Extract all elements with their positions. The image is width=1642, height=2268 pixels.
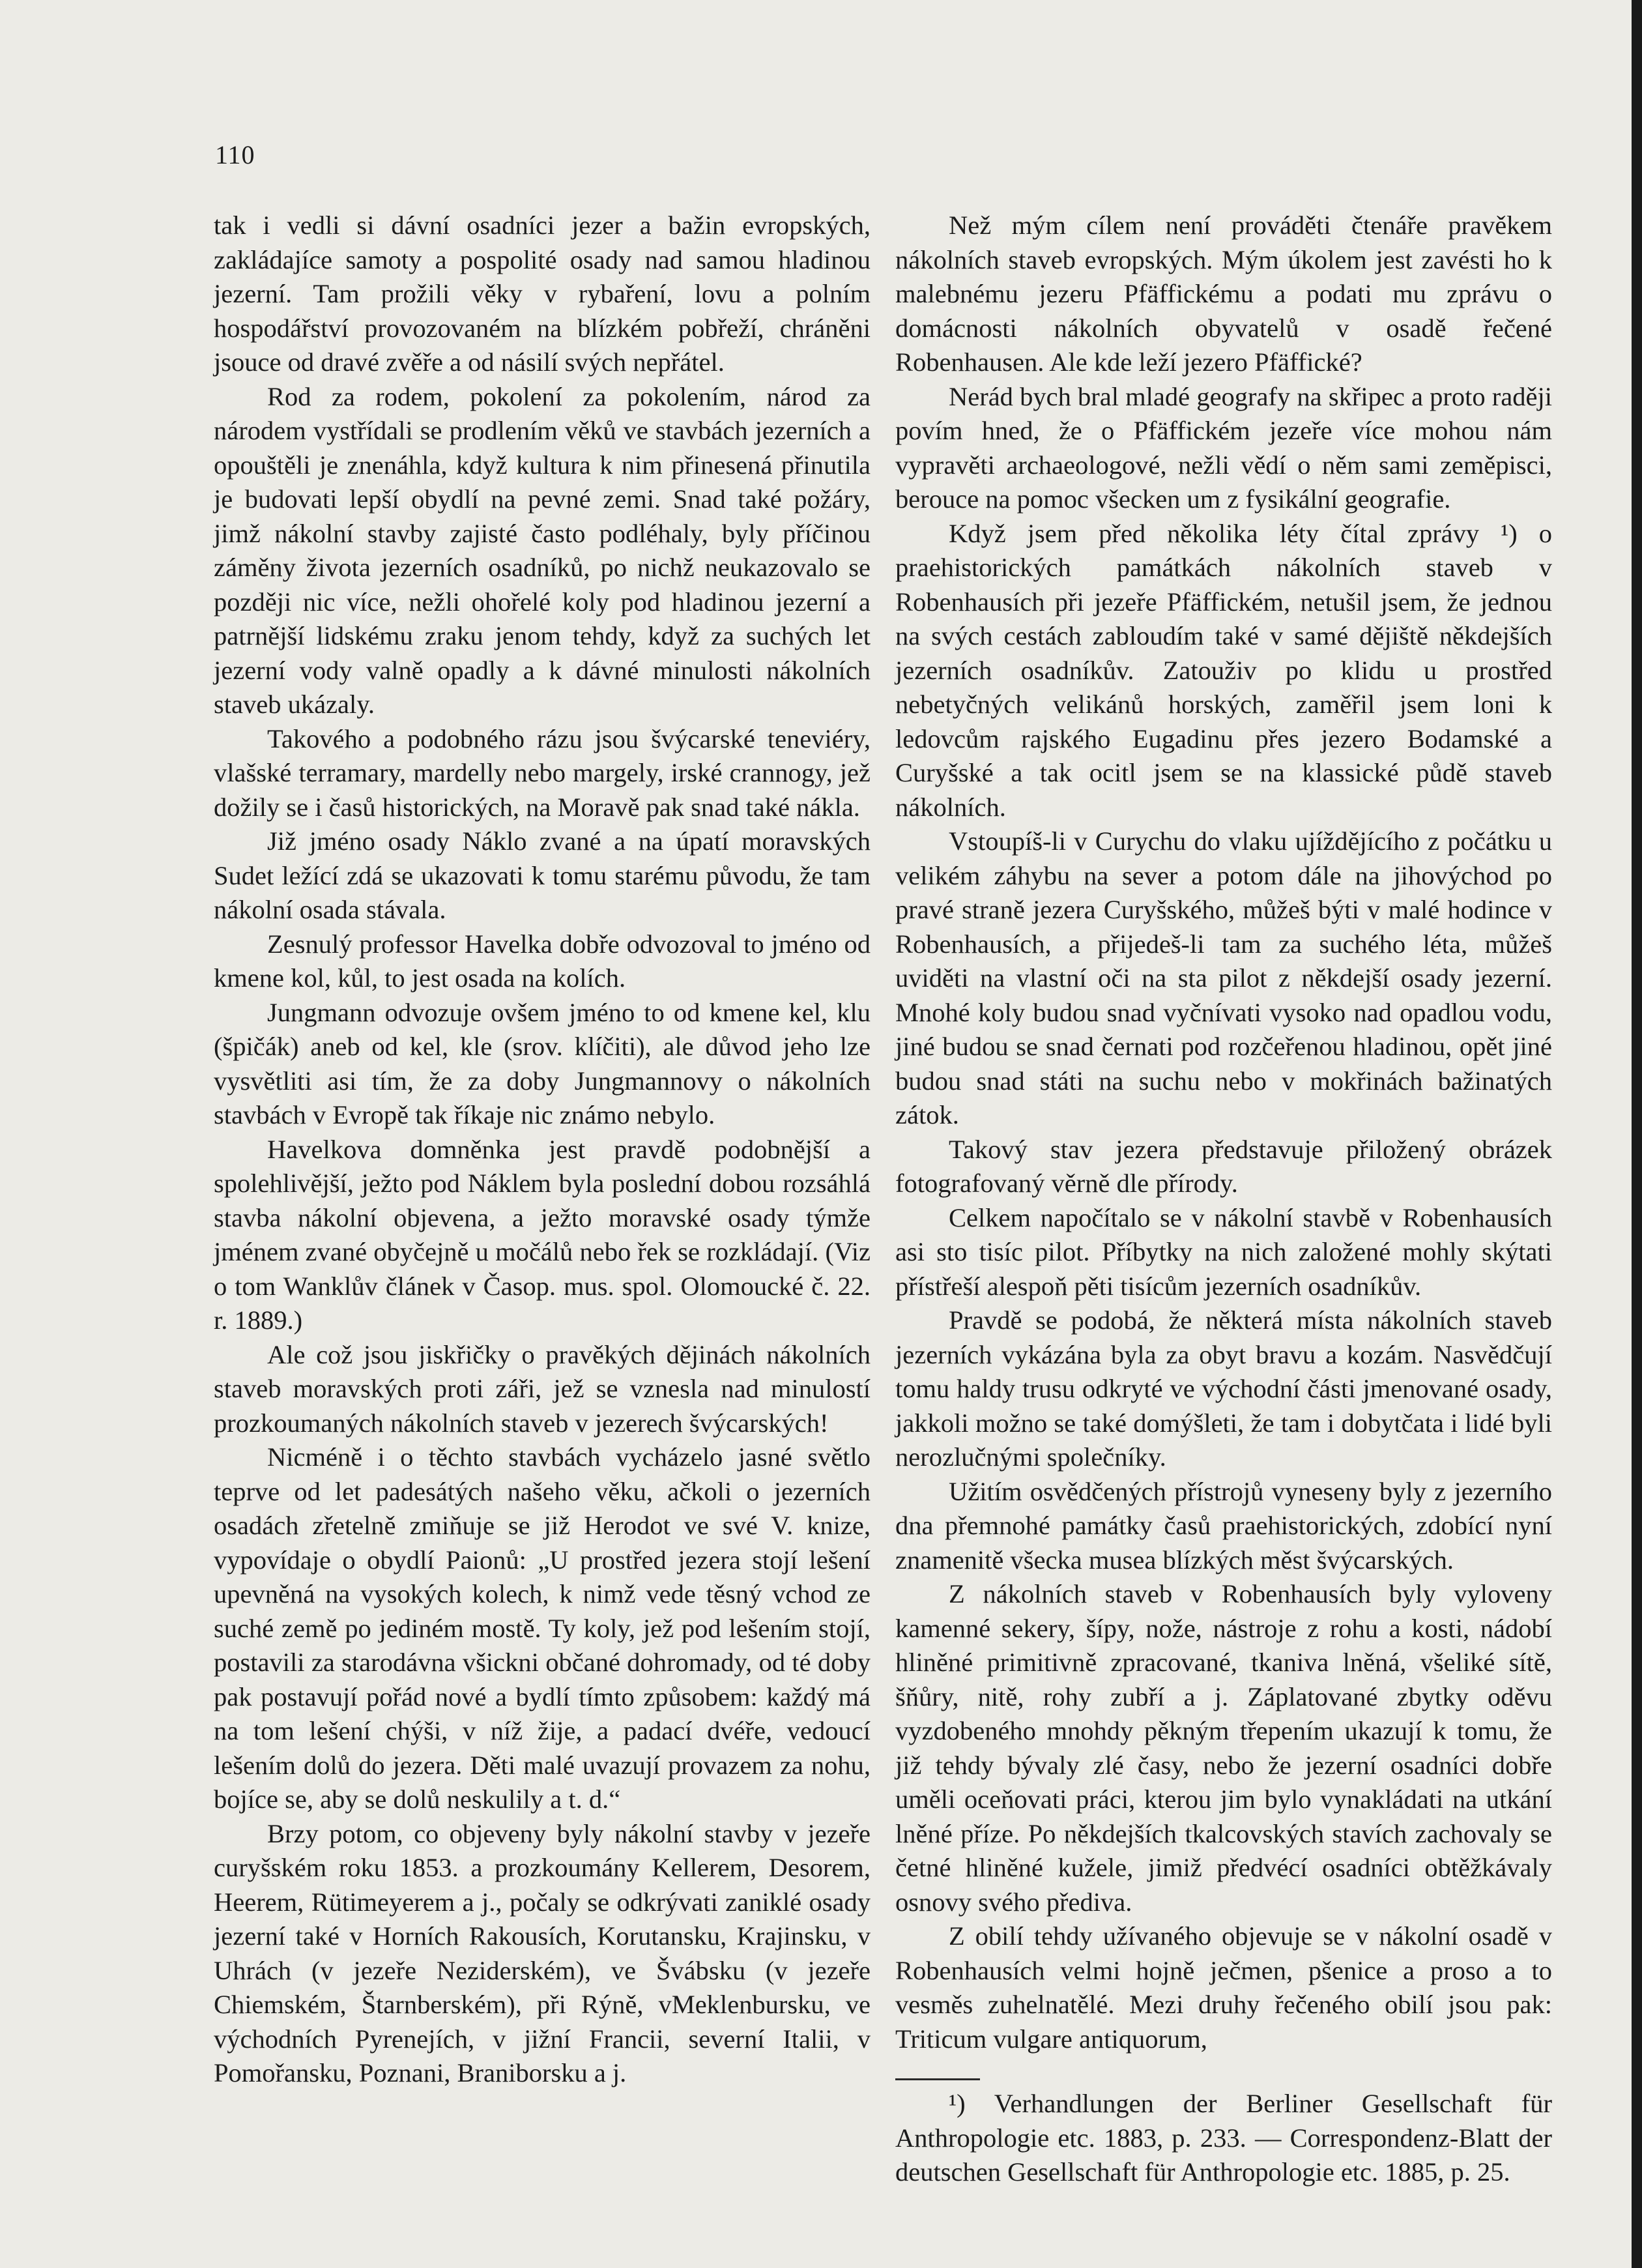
footnote-divider — [895, 2078, 980, 2080]
paragraph: Jungmann odvozuje ovšem jméno to od kmene kel, klu (špičák) aneb od kel, kle (srov. klíčiti), ale důvod jeho lze vysvětliti asi tím, že za doby Jungmannovy o nákolních stavbách v Evropě tak říkaje nic známo nebylo. — [214, 997, 871, 1129]
paragraph: Zesnulý professor Havelka dobře odvozoval to jméno od kmene kol, kůl, to jest osada na kolích. — [214, 929, 871, 993]
paragraph: Užitím osvědčených přístrojů vyneseny byly z jezerního dna přemnohé památky časů praehistorických, zdobící nyní znamenitě všecka musea blízkých měst švýcarských. — [895, 1476, 1552, 1575]
paragraph: Nicméně i o těchto stavbách vycházelo jasné světlo teprve od let padesátých našeho věku, ačkoli o jezerních osadách zřetelně zmiňuje se již Herodot ve své V. knize, vypovídaje o obydlí Paionů: „U prostřed jezera stojí lešení upevněná na vysokých kolech, k nimž vede těsný vchod ze suché země po jediném mostě. Ty koly, jež pod lešením stojí, postavili za starodávna všickni občané dohromady, od té doby pak postavují pořád nové a bydlí tímto způsobem: každý má na tom lešení chýši, v níž žije, a padací dvéře, vedoucí lešením dolů do jezera. Děti malé uvazují provazem za nohu, bojíce se, aby se dolů neskulily a t. d.“ — [214, 1442, 871, 1814]
right-column — [895, 209, 1552, 2190]
paragraph: Havelkova domněnka jest pravdě podobnější a spolehlivější, ježto pod Náklem byla poslední dobou rozsáhlá stavba nákolní objevena, a ježto moravské osady týmže jménem zvané obyčejně u močálů nebo řek se rozkládají. (Viz o tom Wanklův článek v Časop. mus. spol. Olomoucké č. 22. r. 1889.) — [214, 1134, 871, 1335]
paragraph: Vstoupíš-li v Curychu do vlaku ujíždějícího z počátku u velikém záhybu na sever a potom dále na jihovýchod po pravé straně jezera Curyšského, můžeš býti v malé hodince v Robenhausích, a přijedeš-li tam za suchého léta, můžeš uviděti na vlastní oči na sta pilot z někdejší osady jezerní. Mnohé koly budou snad vyčnívati vysoko nad opadlou vodu, jiné budou se snad černati pod rozčeřenou hladinou, opět jiné budou snad státi na suchu nebo v mokřinách bažinatých zátok. — [895, 826, 1552, 1129]
footnote-marker: ¹) — [949, 2089, 966, 2118]
footnote-text: Verhandlungen der Berliner Gesellschaft für Anthropologie etc. 1883, p. 233. — Correspondenz-Blatt der deutschen Gesellschaft für Anthropologie etc. 1885, p. 25. — [895, 2089, 1552, 2187]
paragraph: Z nákolních staveb v Robenhausích byly vyloveny kamenné sekery, šípy, nože, nástroje z rohu a kosti, nádobí hliněné primitivně zpracované, tkaniva lněná, všeliké sítě, šňůry, nitě, rohy zubří a j. Záplatované zbytky oděvu vyzdobeného mnohdy pěkným třepením ukazují k tomu, že již tehdy bývaly zlé časy, nebo že jezerní osadníci dobře uměli oceňovati práci, kterou jim bylo vynakládati na utkání lněné příze. Po někdejších tkalcovských stavích zachovaly se četné hliněné kužele, jimiž předvécí osadníci obtěžkávaly osnovy svého přediva. — [895, 1579, 1552, 1917]
paragraph: Nerád bych bral mladé geografy na skřipec a proto raději povím hned, že o Pfäffickém jezeře více mohou nám vypravěti archaeologové, nežli vědí o něm sami zeměpisci, berouce na pomoc všecken um z fysikální geografie. — [895, 381, 1552, 514]
paragraph: tak i vedli si dávní osadníci jezer a bažin evropských, zakládajíce samoty a pospolité osady nad samou hladinou jezerní. Tam prožili věky v rybaření, lovu a polním hospodářství provozovaném na blízkém pobřeží, chráněni jsouce od dravé zvěře a od násilí svých nepřátel. — [214, 211, 871, 377]
paragraph: Než mým cílem není prováděti čtenáře pravěkem nákolních staveb evropských. Mým úkolem jest zavésti ho k malebnému jezeru Pfäffickému a podati mu zprávu o domácnosti nákolních obyvatelů v osadě řečené Robenhausen. Ale kde leží jezero Pfäffické? — [895, 211, 1552, 377]
paragraph: Takový stav jezera představuje přiložený obrázek fotografovaný věrně dle přírody. — [895, 1134, 1552, 1198]
paragraph: Celkem napočítalo se v nákolní stavbě v Robenhausích asi sto tisíc pilot. Příbytky na nich založené mohly skýtati přístřeší alespoň pěti tisícům jezerních osadníkův. — [895, 1202, 1552, 1301]
paragraph: Pravdě se podobá, že některá místa nákolních staveb jezerních vykázána byla za obyt bravu a kozám. Nasvědčují tomu haldy trusu odkryté ve východní části jmenované osady, jakkoli možno se také domýšleti, že tam i dobytčata i lidé byli nerozlučnými společníky. — [895, 1305, 1552, 1472]
left-column — [214, 209, 871, 2091]
paragraph: Když jsem před několika léty čítal zprávy ¹) o praehistorických památkách nákolních staveb v Robenhausích při jezeře Pfäffickém, netušil jsem, že jednou na svých cestách zabloudím také v samé dějiště někdejších jezerních osadníkův. Zatouživ po klidu u prostřed nebetyčných velikánů horských, zaměřil jsem loni k ledovcům rajského Eugadinu přes jezero Bodamské a Curyšské a tak ocitl jsem se na klassické půdě staveb nákolních. — [895, 518, 1552, 822]
footnote — [895, 2087, 1552, 2190]
paragraph: Z obilí tehdy užívaného objevuje se v nákolní osadě v Robenhausích velmi hojně ječmen, pšenice a proso a to vesměs zuhelnatělé. Mezi druhy řečeného obilí jsou pak: Triticum vulgare antiquorum, — [895, 1921, 1552, 2054]
paragraph: Brzy potom, co objeveny byly nákolní stavby v jezeře curyšském roku 1853. a prozkoumány Kellerem, Desorem, Heerem, Rütimeyerem a j., počaly se odkrývati zaniklé osady jezerní také v Horních Rakousích, Korutansku, Krajinsku, v Uhrách (v jezeře Neziderském), ve Švábsku (v jezeře Chiemském, Štarnberském), při Rýně, vMeklenbursku, ve východních Pyrenejích, v jižní Francii, severní Italii, v Pomořansku, Poznani, Braniborsku a j. — [214, 1818, 871, 2087]
scan-edge — [1632, 0, 1642, 2268]
paragraph: Takového a podobného rázu jsou švýcarské teneviéry, vlašské terramary, mardelly nebo margely, irské crannogy, jež dožily se i časů historických, na Moravě pak snad také nákla. — [214, 723, 871, 822]
paragraph: Již jméno osady Náklo zvané a na úpatí moravských Sudet ležící zdá se ukazovati k tomu starému původu, že tam nákolní osada stávala. — [214, 826, 871, 924]
paragraph: Rod za rodem, pokolení za pokolením, národ za národem vystřídali se prodlením věků ve stavbách jezerních a opouštěli je znenáhla, když kultura k nim přinesená přinutila je budovati lepší obydlí na pevné zemi. Snad také požáry, jimž nákolní stavby zajisté často podléhaly, byly příčinou záměny života jezerních osadníků, po nichž neukazovalo se později nic více, nežli ohořelé koly pod hladinou jezerní a patrnější lidskému zraku jenom tehdy, když za suchých let jezerní vody valně opadly a k dávné minulosti nákolních staveb ukázaly. — [214, 381, 871, 719]
page-number: 110 — [215, 140, 255, 169]
paragraph: Ale což jsou jiskřičky o pravěkých dějinách nákolních staveb moravských proti záři, jež se vznesla nad minulostí prozkoumaných nákolních staveb v jezerech švýcarských! — [214, 1339, 871, 1438]
